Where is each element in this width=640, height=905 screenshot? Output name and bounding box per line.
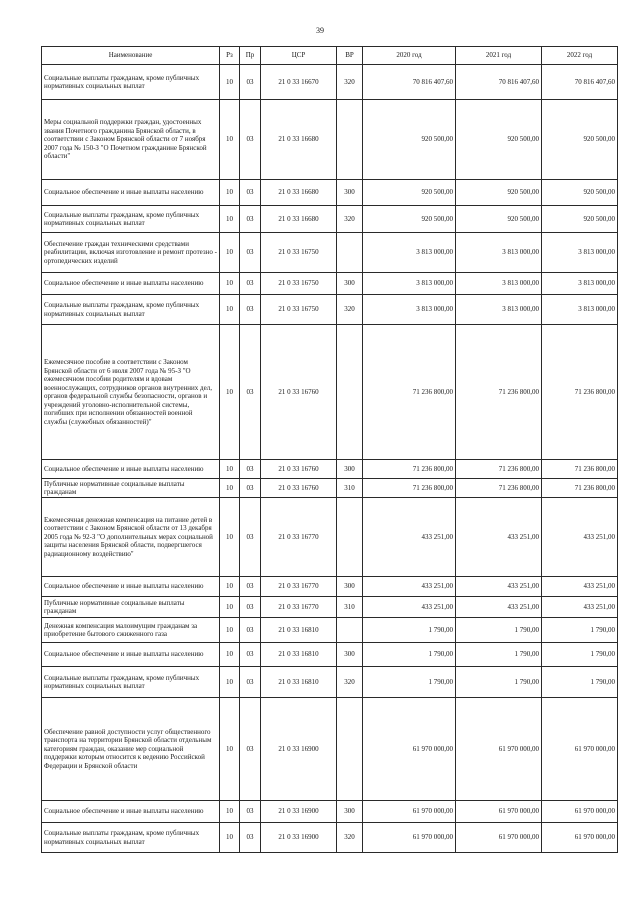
cell-2021: 70 816 407,60 — [456, 65, 542, 100]
cell-2022: 433 251,00 — [542, 577, 618, 597]
cell-csr: 21 0 33 16810 — [261, 667, 337, 698]
table-row — [42, 233, 618, 273]
cell-2020: 433 251,00 — [363, 597, 456, 618]
cell-name: Денежная компенсация малоимущим гражданам за приобретение бытового сжиженного газа — [42, 618, 220, 643]
cell-2021: 61 970 000,00 — [456, 698, 542, 801]
page-number: 39 — [316, 26, 324, 35]
cell-csr: 21 0 33 16760 — [261, 325, 337, 460]
cell-2021: 3 813 000,00 — [456, 295, 542, 325]
cell-2020: 3 813 000,00 — [363, 295, 456, 325]
cell-csr: 21 0 33 16810 — [261, 643, 337, 667]
cell-2020: 1 790,00 — [363, 618, 456, 643]
cell-2021: 61 970 000,00 — [456, 823, 542, 853]
table-row — [42, 801, 618, 823]
cell-2021: 3 813 000,00 — [456, 233, 542, 273]
table-row — [42, 479, 618, 498]
cell-rz: 10 — [220, 479, 240, 498]
table-row — [42, 325, 618, 460]
cell-csr: 21 0 33 16680 — [261, 100, 337, 180]
cell-vr — [337, 325, 363, 460]
cell-pr: 03 — [240, 100, 261, 180]
cell-csr: 21 0 33 16680 — [261, 180, 337, 206]
cell-2020: 71 236 800,00 — [363, 460, 456, 479]
cell-2022: 71 236 800,00 — [542, 479, 618, 498]
cell-pr: 03 — [240, 233, 261, 273]
cell-vr: 320 — [337, 206, 363, 233]
cell-name: Социальное обеспечение и иные выплаты населению — [42, 643, 220, 667]
cell-2021: 920 500,00 — [456, 100, 542, 180]
table-row — [42, 823, 618, 853]
header-vr: ВР — [337, 47, 363, 65]
cell-pr: 03 — [240, 667, 261, 698]
table-row — [42, 206, 618, 233]
cell-pr: 03 — [240, 273, 261, 295]
cell-2021: 61 970 000,00 — [456, 801, 542, 823]
cell-csr: 21 0 33 16900 — [261, 823, 337, 853]
cell-pr: 03 — [240, 180, 261, 206]
cell-vr — [337, 233, 363, 273]
cell-name: Социальные выплаты гражданам, кроме публичных нормативных социальных выплат — [42, 206, 220, 233]
cell-2022: 61 970 000,00 — [542, 698, 618, 801]
cell-pr: 03 — [240, 643, 261, 667]
table-row — [42, 100, 618, 180]
cell-vr: 300 — [337, 801, 363, 823]
cell-csr: 21 0 33 16680 — [261, 206, 337, 233]
cell-2021: 920 500,00 — [456, 206, 542, 233]
header-2020: 2020 год — [363, 47, 456, 65]
header-2021: 2021 год — [456, 47, 542, 65]
table-row — [42, 577, 618, 597]
cell-csr: 21 0 33 16810 — [261, 618, 337, 643]
cell-csr: 21 0 33 16760 — [261, 460, 337, 479]
cell-2022: 1 790,00 — [542, 643, 618, 667]
cell-2020: 71 236 800,00 — [363, 479, 456, 498]
header-name: Наименование — [42, 47, 220, 65]
cell-2022: 3 813 000,00 — [542, 273, 618, 295]
cell-vr: 300 — [337, 180, 363, 206]
cell-rz: 10 — [220, 273, 240, 295]
cell-2022: 433 251,00 — [542, 597, 618, 618]
cell-pr: 03 — [240, 577, 261, 597]
cell-2020: 1 790,00 — [363, 667, 456, 698]
cell-rz: 10 — [220, 643, 240, 667]
cell-2021: 71 236 800,00 — [456, 460, 542, 479]
cell-2022: 61 970 000,00 — [542, 801, 618, 823]
table-row — [42, 273, 618, 295]
cell-rz: 10 — [220, 577, 240, 597]
header-2022: 2022 год — [542, 47, 618, 65]
cell-2022: 71 236 800,00 — [542, 325, 618, 460]
header-pr: Пр — [240, 47, 261, 65]
cell-pr: 03 — [240, 597, 261, 618]
cell-rz: 10 — [220, 295, 240, 325]
cell-pr: 03 — [240, 65, 261, 100]
cell-2021: 1 790,00 — [456, 667, 542, 698]
cell-pr: 03 — [240, 801, 261, 823]
cell-2022: 1 790,00 — [542, 618, 618, 643]
cell-pr: 03 — [240, 823, 261, 853]
cell-vr — [337, 498, 363, 577]
table-row — [42, 618, 618, 643]
cell-2021: 71 236 800,00 — [456, 479, 542, 498]
cell-name: Социальные выплаты гражданам, кроме публичных нормативных социальных выплат — [42, 295, 220, 325]
header-row — [42, 47, 618, 65]
cell-name: Социальные выплаты гражданам, кроме публичных нормативных социальных выплат — [42, 823, 220, 853]
cell-csr: 21 0 33 16900 — [261, 801, 337, 823]
cell-vr: 320 — [337, 823, 363, 853]
cell-vr: 320 — [337, 295, 363, 325]
cell-2022: 920 500,00 — [542, 180, 618, 206]
cell-name: Меры социальной поддержки граждан, удостоенных звания Почетного гражданина Брянской области, в соответствии с Законом Брянской области от 7 ноября 2007 года № 150-З "О Почетном гражданине Брянской области" — [42, 100, 220, 180]
header-rz: Рз — [220, 47, 240, 65]
table-body — [42, 65, 618, 853]
cell-2021: 433 251,00 — [456, 577, 542, 597]
cell-csr: 21 0 33 16770 — [261, 577, 337, 597]
cell-pr: 03 — [240, 325, 261, 460]
cell-2020: 920 500,00 — [363, 180, 456, 206]
cell-pr: 03 — [240, 698, 261, 801]
table-row — [42, 667, 618, 698]
cell-2022: 61 970 000,00 — [542, 823, 618, 853]
cell-2020: 3 813 000,00 — [363, 273, 456, 295]
cell-csr: 21 0 33 16770 — [261, 597, 337, 618]
cell-name: Социальные выплаты гражданам, кроме публичных нормативных социальных выплат — [42, 65, 220, 100]
table-row — [42, 498, 618, 577]
cell-pr: 03 — [240, 479, 261, 498]
cell-vr: 300 — [337, 273, 363, 295]
cell-vr: 310 — [337, 597, 363, 618]
cell-name: Ежемесячное пособие в соответствии с Законом Брянской области от 6 июля 2007 года № 95-З "О ежемесячном пособии родителям и вдовам военнослужащих, сотрудников органов внутренних дел, органов федеральной службы безопасности, органов и учреждений уголовно-исполнительной системы, погибших при исполнении обязанностей военной службы (служебных обязанностей)" — [42, 325, 220, 460]
cell-pr: 03 — [240, 295, 261, 325]
cell-rz: 10 — [220, 206, 240, 233]
table-row — [42, 643, 618, 667]
cell-2020: 70 816 407,60 — [363, 65, 456, 100]
cell-csr: 21 0 33 16770 — [261, 498, 337, 577]
cell-2021: 3 813 000,00 — [456, 273, 542, 295]
cell-2021: 71 236 800,00 — [456, 325, 542, 460]
cell-name: Обеспечение граждан техническими средствами реабилитации, включая изготовление и ремонт протезно - ортопедических изделий — [42, 233, 220, 273]
cell-2020: 61 970 000,00 — [363, 801, 456, 823]
table-row — [42, 460, 618, 479]
cell-vr: 310 — [337, 479, 363, 498]
cell-name: Социальные выплаты гражданам, кроме публичных нормативных социальных выплат — [42, 667, 220, 698]
cell-vr: 320 — [337, 667, 363, 698]
cell-rz: 10 — [220, 698, 240, 801]
cell-2021: 920 500,00 — [456, 180, 542, 206]
cell-2022: 920 500,00 — [542, 206, 618, 233]
cell-2020: 433 251,00 — [363, 498, 456, 577]
cell-name: Публичные нормативные социальные выплаты гражданам — [42, 597, 220, 618]
cell-name: Социальное обеспечение и иные выплаты населению — [42, 180, 220, 206]
cell-vr — [337, 618, 363, 643]
cell-name: Ежемесячная денежная компенсация на питание детей в соответствии с Законом Брянской области от 13 декабря 2005 года № 92-З "О дополнительных мерах социальной защиты населения Брянской области, подвергшегося радиационному воздействию" — [42, 498, 220, 577]
cell-pr: 03 — [240, 498, 261, 577]
cell-vr — [337, 100, 363, 180]
table-row — [42, 295, 618, 325]
cell-2020: 920 500,00 — [363, 100, 456, 180]
cell-rz: 10 — [220, 498, 240, 577]
cell-2020: 61 970 000,00 — [363, 698, 456, 801]
cell-vr: 300 — [337, 460, 363, 479]
cell-2022: 920 500,00 — [542, 100, 618, 180]
cell-rz: 10 — [220, 823, 240, 853]
cell-name: Социальное обеспечение и иные выплаты населению — [42, 577, 220, 597]
cell-2020: 1 790,00 — [363, 643, 456, 667]
table-row — [42, 65, 618, 100]
cell-2020: 3 813 000,00 — [363, 233, 456, 273]
table-row — [42, 698, 618, 801]
cell-2021: 1 790,00 — [456, 618, 542, 643]
cell-rz: 10 — [220, 667, 240, 698]
cell-csr: 21 0 33 16670 — [261, 65, 337, 100]
cell-rz: 10 — [220, 325, 240, 460]
cell-vr: 320 — [337, 65, 363, 100]
cell-vr — [337, 698, 363, 801]
cell-2022: 433 251,00 — [542, 498, 618, 577]
cell-csr: 21 0 33 16900 — [261, 698, 337, 801]
cell-rz: 10 — [220, 618, 240, 643]
table-row — [42, 597, 618, 618]
cell-name: Социальное обеспечение и иные выплаты населению — [42, 273, 220, 295]
cell-name: Обеспечение равной доступности услуг общественного транспорта на территории Брянской области отдельным категориям граждан, оказание мер социальной поддержки которым относится к ведению Российской Федерации и Брянской области — [42, 698, 220, 801]
cell-2021: 1 790,00 — [456, 643, 542, 667]
cell-csr: 21 0 33 16750 — [261, 233, 337, 273]
cell-rz: 10 — [220, 460, 240, 479]
cell-2022: 3 813 000,00 — [542, 233, 618, 273]
cell-rz: 10 — [220, 801, 240, 823]
cell-name: Социальное обеспечение и иные выплаты населению — [42, 460, 220, 479]
cell-pr: 03 — [240, 618, 261, 643]
budget-table — [41, 46, 618, 853]
cell-2021: 433 251,00 — [456, 597, 542, 618]
cell-2020: 71 236 800,00 — [363, 325, 456, 460]
cell-2022: 70 816 407,60 — [542, 65, 618, 100]
cell-2022: 1 790,00 — [542, 667, 618, 698]
cell-2020: 920 500,00 — [363, 206, 456, 233]
cell-pr: 03 — [240, 460, 261, 479]
cell-2022: 3 813 000,00 — [542, 295, 618, 325]
cell-2021: 433 251,00 — [456, 498, 542, 577]
cell-rz: 10 — [220, 180, 240, 206]
cell-rz: 10 — [220, 100, 240, 180]
cell-name: Социальное обеспечение и иные выплаты населению — [42, 801, 220, 823]
cell-name: Публичные нормативные социальные выплаты гражданам — [42, 479, 220, 498]
cell-rz: 10 — [220, 65, 240, 100]
table-header — [42, 47, 618, 65]
cell-rz: 10 — [220, 233, 240, 273]
cell-rz: 10 — [220, 597, 240, 618]
cell-2022: 71 236 800,00 — [542, 460, 618, 479]
cell-csr: 21 0 33 16750 — [261, 295, 337, 325]
header-csr: ЦСР — [261, 47, 337, 65]
cell-2020: 61 970 000,00 — [363, 823, 456, 853]
cell-csr: 21 0 33 16750 — [261, 273, 337, 295]
cell-pr: 03 — [240, 206, 261, 233]
cell-csr: 21 0 33 16760 — [261, 479, 337, 498]
cell-vr: 300 — [337, 643, 363, 667]
cell-2020: 433 251,00 — [363, 577, 456, 597]
table-row — [42, 180, 618, 206]
cell-vr: 300 — [337, 577, 363, 597]
